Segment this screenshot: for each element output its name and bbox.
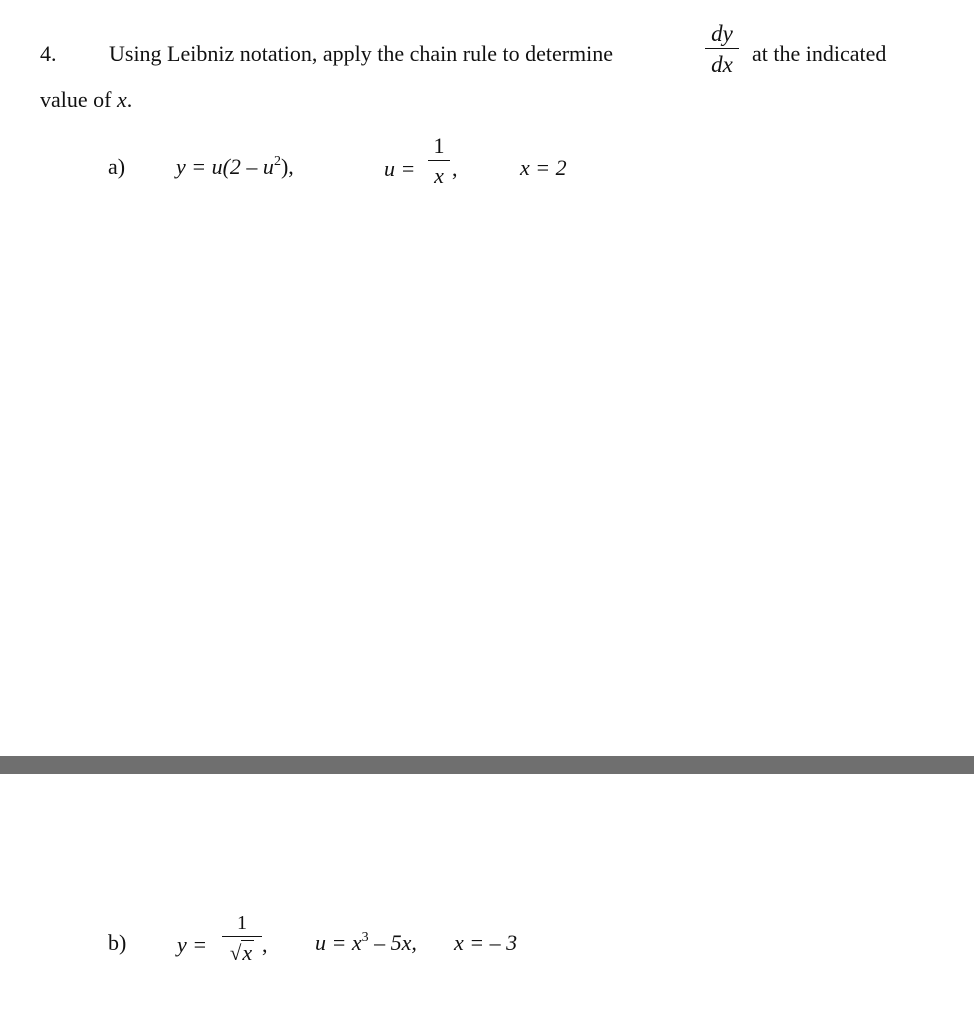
- fraction-bar: [222, 936, 262, 937]
- derivative-denominator: dx: [711, 52, 733, 77]
- part-b-x-value: x = – 3: [454, 930, 518, 955]
- part-a-y-expr-exponent: 2: [273, 154, 281, 169]
- part-b-y-numerator: 1: [237, 912, 247, 934]
- square-root-symbol: [230, 940, 254, 964]
- problem-statement-line2: [40, 89, 132, 111]
- derivative-numerator: dy: [711, 21, 733, 46]
- radicand: x: [242, 940, 253, 965]
- part-b-y-denominator: [222, 940, 262, 964]
- part-a-u-numerator: 1: [433, 133, 445, 158]
- part-a-x-value: x = 2: [520, 155, 567, 180]
- part-a-y-expr-close: ),: [280, 154, 294, 179]
- part-a-label: a): [108, 154, 126, 179]
- part-b-y-comma: ,: [262, 932, 268, 957]
- part-b-u-expr-main: u = x: [315, 930, 362, 955]
- problem-number: 4.: [40, 41, 57, 66]
- problem-statement-line1-tail: at the indicated: [752, 41, 887, 66]
- line2-prefix: value of: [40, 87, 112, 112]
- line2-variable: x: [116, 87, 127, 112]
- part-b-y-fraction: [222, 913, 262, 964]
- part-a-u-fraction: [428, 135, 450, 187]
- fraction-bar: [705, 48, 739, 49]
- fraction-bar: [428, 160, 450, 161]
- part-a-u-denominator: x: [434, 163, 444, 188]
- part-a-u-comma: ,: [452, 156, 458, 181]
- section-divider: [0, 756, 974, 774]
- part-a-y-expr-main: y = u(2 – u: [176, 154, 274, 179]
- line2-suffix: .: [126, 87, 133, 112]
- part-a-y-expression: [176, 156, 294, 178]
- part-b-y-lhs: y =: [177, 932, 208, 957]
- part-a-u-lhs: u =: [384, 156, 416, 181]
- radical-sign: √: [229, 941, 242, 965]
- part-b-label: b): [108, 930, 127, 955]
- part-b-u-expression: [315, 932, 417, 954]
- part-b-u-expr-exponent: 3: [361, 930, 369, 945]
- part-b-u-expr-rest: – 5x,: [368, 930, 417, 955]
- derivative-dy-dx: [705, 22, 739, 76]
- problem-statement-line1: Using Leibniz notation, apply the chain rule to determine: [109, 41, 614, 66]
